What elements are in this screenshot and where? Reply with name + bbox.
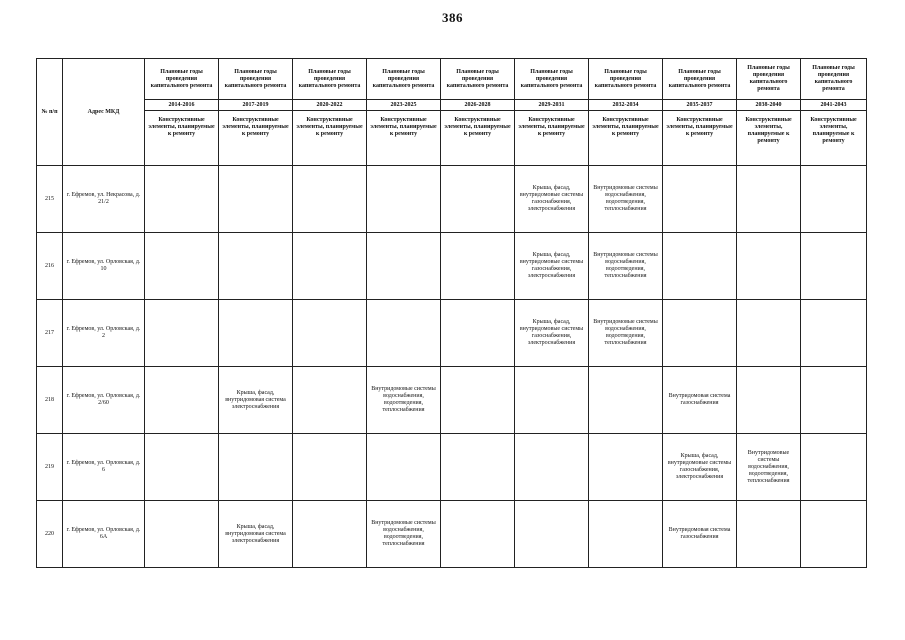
header-elements: Конструктивные элементы, планируемые к ремонту	[737, 111, 801, 166]
row-number: 215	[37, 166, 63, 233]
row-address: г. Ефремов, ул. Орловская, д. 6	[63, 434, 145, 501]
row-work-cell	[801, 501, 867, 568]
header-period: 2035-2037	[663, 100, 737, 111]
row-work-cell	[515, 434, 589, 501]
row-work-cell	[293, 233, 367, 300]
row-work-cell	[219, 300, 293, 367]
row-work-cell	[441, 233, 515, 300]
row-work-cell	[441, 166, 515, 233]
row-work-cell	[293, 300, 367, 367]
header-elements: Конструктивные элементы, планируемые к ремонту	[367, 111, 441, 166]
row-work-cell	[219, 233, 293, 300]
row-number: 216	[37, 233, 63, 300]
header-address: Адрес МКД	[63, 59, 145, 166]
row-work-cell: Крыша, фасад, внутридомовая система электроснабжения	[219, 367, 293, 434]
row-work-cell: Внутридомовые системы водоснабжения, водоотведения, теплоснабжения	[589, 166, 663, 233]
header-period: 2038-2040	[737, 100, 801, 111]
row-work-cell	[801, 300, 867, 367]
row-number: 218	[37, 367, 63, 434]
row-work-cell: Крыша, фасад, внутридомовые системы газоснабжения, электроснабжения	[515, 300, 589, 367]
row-work-cell: Крыша, фасад, внутридомовые системы газоснабжения, электроснабжения	[663, 434, 737, 501]
header-planned-years: Плановые годы проведения капитального ремонта	[145, 59, 219, 100]
row-work-cell: Внутридомовые системы водоснабжения, водоотведения, теплоснабжения	[589, 233, 663, 300]
header-planned-years: Плановые годы проведения капитального ремонта	[589, 59, 663, 100]
row-work-cell	[145, 233, 219, 300]
table-row	[37, 300, 867, 367]
row-work-cell	[515, 367, 589, 434]
row-work-cell	[737, 501, 801, 568]
row-address: г. Ефремов, ул. Орловская, д. 2/60	[63, 367, 145, 434]
row-work-cell: Внутридомовые системы водоснабжения, водоотведения, теплоснабжения	[367, 501, 441, 568]
header-elements: Конструктивные элементы, планируемые к ремонту	[441, 111, 515, 166]
row-address: г. Ефремов, ул. Некрасова, д. 21/2	[63, 166, 145, 233]
row-work-cell	[293, 166, 367, 233]
row-work-cell: Внутридомовая система газоснабжения	[663, 367, 737, 434]
row-work-cell: Внутридомовые системы водоснабжения, водоотведения, теплоснабжения	[737, 434, 801, 501]
row-work-cell: Внутридомовые системы водоснабжения, водоотведения, теплоснабжения	[367, 367, 441, 434]
row-work-cell: Внутридомовая система газоснабжения	[663, 501, 737, 568]
row-work-cell	[219, 166, 293, 233]
header-planned-years: Плановые годы проведения капитального ремонта	[801, 59, 867, 100]
row-work-cell: Крыша, фасад, внутридомовая система электроснабжения	[219, 501, 293, 568]
header-period: 2023-2025	[367, 100, 441, 111]
row-work-cell	[515, 501, 589, 568]
header-elements: Конструктивные элементы, планируемые к ремонту	[801, 111, 867, 166]
row-work-cell: Крыша, фасад, внутридомовые системы газоснабжения, электроснабжения	[515, 233, 589, 300]
row-work-cell	[737, 233, 801, 300]
row-work-cell	[801, 166, 867, 233]
row-work-cell	[663, 300, 737, 367]
header-planned-years: Плановые годы проведения капитального ремонта	[219, 59, 293, 100]
header-period: 2041-2043	[801, 100, 867, 111]
row-work-cell	[145, 166, 219, 233]
row-address: г. Ефремов, ул. Орловская, д. 6А	[63, 501, 145, 568]
row-address: г. Ефремов, ул. Орловская, д. 10	[63, 233, 145, 300]
row-work-cell	[737, 367, 801, 434]
table-row	[37, 501, 867, 568]
row-work-cell	[145, 367, 219, 434]
row-number: 217	[37, 300, 63, 367]
header-period: 2029-2031	[515, 100, 589, 111]
row-work-cell	[441, 300, 515, 367]
header-period: 2032-2034	[589, 100, 663, 111]
row-address: г. Ефремов, ул. Орловская, д. 2	[63, 300, 145, 367]
row-work-cell	[801, 434, 867, 501]
row-work-cell	[663, 233, 737, 300]
table-header	[37, 59, 867, 166]
row-work-cell	[293, 434, 367, 501]
header-row-planned-years	[37, 59, 867, 100]
row-work-cell	[737, 166, 801, 233]
header-planned-years: Плановые годы проведения капитального ремонта	[293, 59, 367, 100]
header-elements: Конструктивные элементы, планируемые к ремонту	[219, 111, 293, 166]
header-period: 2026-2028	[441, 100, 515, 111]
row-work-cell	[219, 434, 293, 501]
row-work-cell	[737, 300, 801, 367]
header-planned-years: Плановые годы проведения капитального ремонта	[515, 59, 589, 100]
row-work-cell	[441, 367, 515, 434]
table-row	[37, 434, 867, 501]
header-elements: Конструктивные элементы, планируемые к ремонту	[515, 111, 589, 166]
capital-repair-table	[36, 58, 867, 568]
row-work-cell	[663, 166, 737, 233]
row-work-cell: Внутридомовые системы водоснабжения, водоотведения, теплоснабжения	[589, 300, 663, 367]
header-num: № п/п	[37, 59, 63, 166]
table-row	[37, 367, 867, 434]
row-work-cell	[367, 166, 441, 233]
table-body	[37, 166, 867, 568]
table-row	[37, 233, 867, 300]
page-number: 386	[442, 10, 463, 25]
row-number: 219	[37, 434, 63, 501]
row-work-cell	[367, 300, 441, 367]
row-work-cell	[801, 367, 867, 434]
header-planned-years: Плановые годы проведения капитального ремонта	[441, 59, 515, 100]
table-row	[37, 166, 867, 233]
row-work-cell	[441, 501, 515, 568]
row-work-cell	[441, 434, 515, 501]
header-row-periods	[37, 100, 867, 111]
row-work-cell	[145, 501, 219, 568]
header-elements: Конструктивные элементы, планируемые к ремонту	[145, 111, 219, 166]
header-planned-years: Плановые годы проведения капитального ремонта	[737, 59, 801, 100]
header-period: 2014-2016	[145, 100, 219, 111]
header-row-elements	[37, 111, 867, 166]
header-planned-years: Плановые годы проведения капитального ремонта	[663, 59, 737, 100]
row-work-cell	[589, 367, 663, 434]
row-work-cell: Крыша, фасад, внутридомовые системы газоснабжения, электроснабжения	[515, 166, 589, 233]
header-period: 2017-2019	[219, 100, 293, 111]
row-work-cell	[145, 434, 219, 501]
row-work-cell	[367, 434, 441, 501]
row-number: 220	[37, 501, 63, 568]
header-elements: Конструктивные элементы, планируемые к ремонту	[589, 111, 663, 166]
row-work-cell	[801, 233, 867, 300]
row-work-cell	[367, 233, 441, 300]
row-work-cell	[145, 300, 219, 367]
row-work-cell	[589, 501, 663, 568]
header-elements: Конструктивные элементы, планируемые к ремонту	[663, 111, 737, 166]
header-period: 2020-2022	[293, 100, 367, 111]
row-work-cell	[589, 434, 663, 501]
row-work-cell	[293, 501, 367, 568]
header-planned-years: Плановые годы проведения капитального ремонта	[367, 59, 441, 100]
header-elements: Конструктивные элементы, планируемые к ремонту	[293, 111, 367, 166]
row-work-cell	[293, 367, 367, 434]
